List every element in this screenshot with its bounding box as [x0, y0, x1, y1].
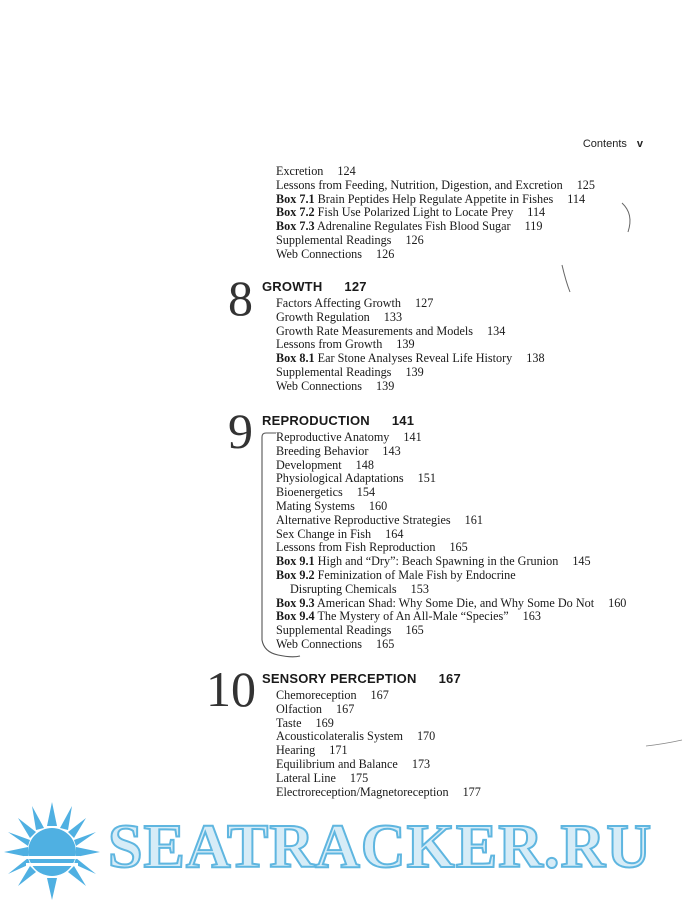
entry-title: Sex Change in Fish — [276, 526, 372, 541]
entry-title: Hearing — [276, 743, 316, 758]
chapter-number: 10 — [206, 661, 256, 717]
box-label: Box 7.3 — [276, 219, 315, 234]
chapter-page: 127 — [344, 279, 367, 294]
toc-entry — [276, 445, 401, 459]
entry-title: Lessons from Fish Reproduction — [276, 540, 436, 555]
chapter-title — [262, 279, 367, 294]
entry-page: 177 — [462, 784, 481, 799]
entry-title: Growth Regulation — [276, 309, 370, 324]
entry-page: 134 — [487, 323, 506, 338]
entry-page: 114 — [527, 205, 546, 220]
toc-entry — [276, 338, 415, 352]
entry-page: 154 — [356, 485, 376, 500]
entry-page: 145 — [572, 554, 591, 569]
entry-page: 165 — [376, 637, 395, 651]
entry-title: Factors Affecting Growth — [276, 296, 402, 310]
entry-page: 114 — [567, 191, 586, 206]
entry-title: Supplemental Readings — [276, 233, 392, 247]
entry-page: 126 — [376, 246, 395, 261]
toc-entry — [276, 459, 374, 473]
box-entry — [276, 555, 591, 569]
entry-page: 127 — [415, 296, 434, 310]
entry-page: 119 — [524, 219, 543, 234]
running-head-label: Contents — [582, 138, 627, 150]
entry-title: Lateral Line — [276, 770, 336, 785]
toc-entry — [276, 297, 433, 311]
toc-entry — [276, 786, 481, 800]
box-label: Box 9.3 — [276, 595, 315, 610]
box-label: Box 9.4 — [276, 609, 315, 624]
entry-page: 161 — [464, 512, 483, 527]
entry-title: The Mystery of An All-Male “Species” — [317, 609, 509, 624]
toc-entry — [276, 500, 387, 514]
toc-entry — [276, 772, 368, 786]
entry-page: 160 — [368, 499, 388, 513]
toc-entry — [276, 234, 424, 248]
entry-page: 165 — [449, 540, 468, 555]
chapter-title — [262, 671, 461, 686]
toc-entry — [276, 703, 354, 717]
entry-page: 173 — [411, 757, 431, 771]
box-label: Box 9.2 — [276, 568, 315, 582]
entry-page: 124 — [337, 164, 356, 178]
entry-title: Development — [276, 457, 342, 472]
watermark-text: SEATRACKER.RU — [108, 813, 653, 881]
toc-entry — [276, 472, 436, 486]
entry-page: 139 — [396, 337, 415, 352]
entry-title: Mating Systems — [276, 499, 355, 513]
entry-title: Acousticolateralis System — [276, 729, 403, 744]
box-entry — [276, 352, 545, 366]
entry-title: Reproductive Anatomy — [276, 430, 390, 444]
entry-title: Adrenaline Regulates Fish Blood Sugar — [316, 219, 511, 234]
box-entry — [276, 206, 545, 220]
toc-entry — [276, 528, 403, 542]
box-label: Box 7.1 — [276, 191, 315, 206]
chapter-page: 167 — [438, 671, 461, 686]
entry-title: Fish Use Polarized Light to Locate Prey — [317, 205, 514, 220]
entry-page: 175 — [349, 770, 369, 785]
entry-page: 139 — [376, 378, 395, 393]
entry-title: Web Connections — [276, 246, 363, 261]
toc-entry — [276, 624, 424, 638]
entry-title: Alternative Reproductive Strategies — [276, 512, 451, 527]
chapter-number: 8 — [228, 270, 253, 326]
box-entry — [276, 597, 626, 611]
entry-page: 148 — [355, 457, 374, 472]
toc-entry — [276, 758, 430, 772]
box-entry — [276, 569, 516, 583]
toc-entry — [276, 431, 422, 445]
entry-title: High and “Dry”: Beach Spawning in the Grunion — [317, 554, 559, 569]
entry-title: Taste — [276, 715, 302, 730]
entry-page: 171 — [329, 743, 348, 758]
entry-page: 126 — [405, 233, 424, 247]
entry-page: 169 — [315, 715, 334, 730]
page-number: v — [636, 138, 643, 150]
box-entry — [276, 610, 541, 624]
entry-page: 167 — [370, 688, 389, 702]
entry-page: 138 — [526, 351, 545, 366]
entry-page: 133 — [383, 309, 403, 324]
toc-entry — [276, 730, 435, 744]
entry-title: Web Connections — [276, 637, 363, 651]
entry-page: 125 — [576, 177, 595, 192]
entry-title: Lessons from Growth — [276, 337, 383, 352]
entry-title: Chemoreception — [276, 688, 357, 702]
entry-title: Feminization of Male Fish by Endocrine — [317, 568, 516, 582]
entry-page: 141 — [403, 430, 422, 444]
entry-title: Breeding Behavior — [276, 443, 369, 458]
toc-entry — [276, 165, 356, 179]
chapter-number: 9 — [228, 403, 253, 459]
chapter-title-text: SENSORY PERCEPTION — [262, 671, 417, 686]
box-entry — [276, 193, 585, 207]
entry-page: 151 — [417, 471, 436, 486]
entry-page: 143 — [382, 443, 401, 458]
entry-title: Olfaction — [276, 701, 323, 716]
entry-page: 164 — [385, 526, 404, 541]
chapter-title — [262, 413, 414, 428]
toc-entry — [276, 248, 394, 262]
box-label: Box 8.1 — [276, 351, 315, 366]
box-label: Box 7.2 — [276, 205, 315, 220]
entry-title: Physiological Adaptations — [276, 471, 404, 486]
chapter-title-text: REPRODUCTION — [262, 413, 370, 428]
entry-page: 165 — [405, 623, 424, 638]
toc-entry — [276, 325, 505, 339]
chapter-title-text: GROWTH — [262, 279, 323, 294]
entry-title: Electroreception/Magnetoreception — [276, 784, 449, 799]
entry-title: Supplemental Readings — [276, 365, 392, 379]
entry-title: Supplemental Readings — [276, 623, 392, 638]
sun-icon — [4, 800, 104, 900]
entry-title: Bioenergetics — [276, 485, 343, 500]
entry-page: 160 — [608, 595, 627, 610]
entry-title: Web Connections — [276, 378, 363, 393]
entry-page: 167 — [336, 701, 355, 716]
entry-title: Equilibrium and Balance — [276, 757, 398, 771]
toc-entry — [276, 638, 394, 652]
chapter-page: 141 — [391, 413, 415, 428]
box-label: Box 9.1 — [276, 554, 315, 569]
entry-title: Ear Stone Analyses Reveal Life History — [317, 351, 513, 366]
toc-entry — [276, 380, 394, 394]
toc-entry — [276, 486, 375, 500]
entry-title: Disrupting Chemicals — [290, 581, 397, 596]
entry-page: 163 — [522, 609, 541, 624]
entry-title: Lessons from Feeding, Nutrition, Digestion, and Excretion — [276, 177, 563, 192]
entry-page: 170 — [416, 729, 436, 744]
entry-title: Growth Rate Measurements and Models — [276, 323, 473, 338]
toc-entry — [276, 744, 348, 758]
entry-title: Excretion — [276, 164, 324, 178]
entry-page: 139 — [405, 365, 424, 379]
toc-entry — [276, 366, 424, 380]
entry-page: 153 — [410, 581, 429, 596]
entry-title: American Shad: Why Some Die, and Why Some Do Not — [316, 595, 595, 610]
toc-entry — [276, 541, 468, 555]
toc-entry — [276, 717, 334, 731]
entry-title: Brain Peptides Help Regulate Appetite in Fishes — [317, 191, 554, 206]
toc-entry — [276, 311, 402, 325]
toc-entry — [276, 514, 483, 528]
toc-entry — [276, 689, 389, 703]
toc-entry — [290, 583, 429, 597]
toc-entry — [276, 179, 595, 193]
box-entry — [276, 220, 542, 234]
running-head — [583, 138, 643, 150]
